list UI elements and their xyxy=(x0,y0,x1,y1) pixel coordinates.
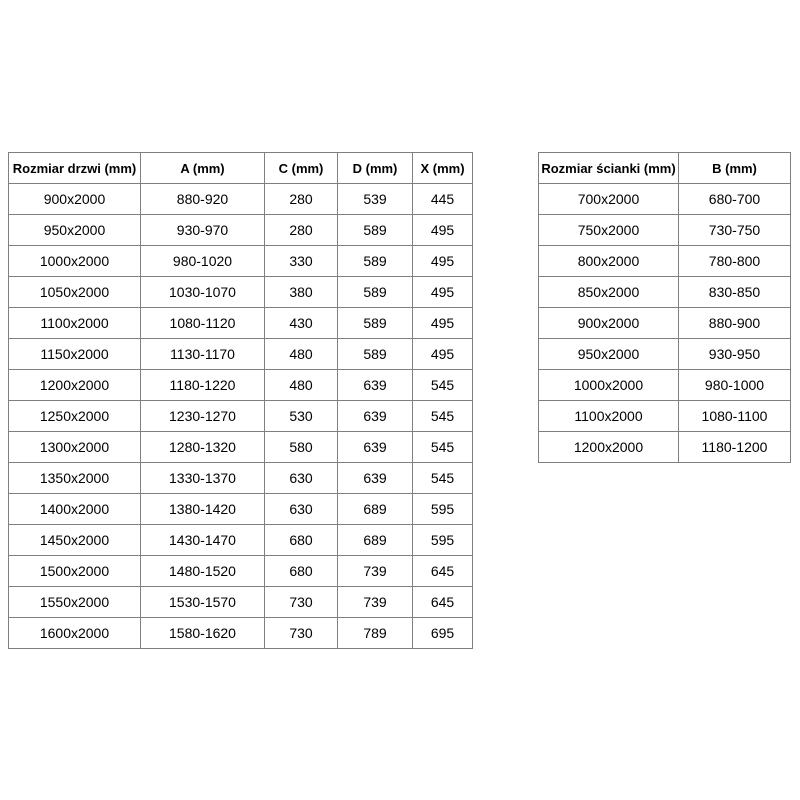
table-row xyxy=(9,339,473,370)
table-cell: 1330-1370 xyxy=(141,463,265,494)
door-size-table xyxy=(8,152,473,649)
table-row xyxy=(9,308,473,339)
table-cell: 950x2000 xyxy=(9,215,141,246)
table-cell: 950x2000 xyxy=(539,339,679,370)
table-cell: 1180-1220 xyxy=(141,370,265,401)
table-cell: 800x2000 xyxy=(539,246,679,277)
table-cell: 680 xyxy=(265,525,338,556)
table-cell: 1000x2000 xyxy=(539,370,679,401)
table-cell: 1400x2000 xyxy=(9,494,141,525)
table-cell: 1580-1620 xyxy=(141,618,265,649)
table-cell: 680-700 xyxy=(679,184,791,215)
table-cell: 380 xyxy=(265,277,338,308)
table-cell: 880-900 xyxy=(679,308,791,339)
table-cell: 589 xyxy=(338,277,413,308)
table-cell: 900x2000 xyxy=(539,308,679,339)
table-cell: 700x2000 xyxy=(539,184,679,215)
table-cell: 639 xyxy=(338,463,413,494)
table-cell: 480 xyxy=(265,370,338,401)
table-cell: 830-850 xyxy=(679,277,791,308)
table-cell: 589 xyxy=(338,308,413,339)
column-header: B (mm) xyxy=(679,153,791,184)
table-cell: 689 xyxy=(338,525,413,556)
table-row xyxy=(539,401,791,432)
table-row xyxy=(9,587,473,618)
table-cell: 930-970 xyxy=(141,215,265,246)
table-cell: 730 xyxy=(265,587,338,618)
table-cell: 789 xyxy=(338,618,413,649)
table-cell: 739 xyxy=(338,587,413,618)
table-cell: 1050x2000 xyxy=(9,277,141,308)
table-cell: 630 xyxy=(265,463,338,494)
table-cell: 1100x2000 xyxy=(9,308,141,339)
table-row xyxy=(9,525,473,556)
table-cell: 639 xyxy=(338,401,413,432)
table-cell: 495 xyxy=(413,277,473,308)
column-header: A (mm) xyxy=(141,153,265,184)
header-row xyxy=(539,153,791,184)
table-cell: 1080-1120 xyxy=(141,308,265,339)
table-cell: 1250x2000 xyxy=(9,401,141,432)
table-cell: 545 xyxy=(413,370,473,401)
table-row xyxy=(9,215,473,246)
table-cell: 695 xyxy=(413,618,473,649)
header-row xyxy=(9,153,473,184)
table-cell: 1480-1520 xyxy=(141,556,265,587)
table-row xyxy=(9,370,473,401)
table-cell: 280 xyxy=(265,184,338,215)
table-row xyxy=(539,308,791,339)
table-cell: 739 xyxy=(338,556,413,587)
table-row xyxy=(9,277,473,308)
table-cell: 880-920 xyxy=(141,184,265,215)
table-cell: 1380-1420 xyxy=(141,494,265,525)
table-cell: 589 xyxy=(338,215,413,246)
table-cell: 595 xyxy=(413,525,473,556)
table-cell: 545 xyxy=(413,463,473,494)
table-cell: 1130-1170 xyxy=(141,339,265,370)
table-cell: 1000x2000 xyxy=(9,246,141,277)
table-cell: 1230-1270 xyxy=(141,401,265,432)
table-row xyxy=(9,463,473,494)
table-cell: 930-950 xyxy=(679,339,791,370)
table-row xyxy=(9,618,473,649)
table-cell: 545 xyxy=(413,401,473,432)
table-cell: 1100x2000 xyxy=(539,401,679,432)
table-cell: 645 xyxy=(413,556,473,587)
table-cell: 1280-1320 xyxy=(141,432,265,463)
table-cell: 589 xyxy=(338,246,413,277)
table-cell: 430 xyxy=(265,308,338,339)
table-cell: 539 xyxy=(338,184,413,215)
column-header: X (mm) xyxy=(413,153,473,184)
table-cell: 689 xyxy=(338,494,413,525)
table-cell: 495 xyxy=(413,308,473,339)
table-row xyxy=(539,246,791,277)
table-cell: 480 xyxy=(265,339,338,370)
table-cell: 645 xyxy=(413,587,473,618)
table-row xyxy=(9,494,473,525)
table-cell: 730-750 xyxy=(679,215,791,246)
table-row xyxy=(539,339,791,370)
table-cell: 1350x2000 xyxy=(9,463,141,494)
table-cell: 589 xyxy=(338,339,413,370)
table-cell: 639 xyxy=(338,370,413,401)
column-header: Rozmiar ścianki (mm) xyxy=(539,153,679,184)
table-cell: 1550x2000 xyxy=(9,587,141,618)
table-cell: 545 xyxy=(413,432,473,463)
table-cell: 980-1000 xyxy=(679,370,791,401)
table-cell: 1450x2000 xyxy=(9,525,141,556)
table-row xyxy=(9,556,473,587)
table-row xyxy=(539,215,791,246)
column-header: C (mm) xyxy=(265,153,338,184)
table-row xyxy=(9,401,473,432)
table-cell: 1200x2000 xyxy=(539,432,679,463)
table-cell: 1500x2000 xyxy=(9,556,141,587)
table-row xyxy=(9,432,473,463)
table-cell: 639 xyxy=(338,432,413,463)
table-cell: 280 xyxy=(265,215,338,246)
table-row xyxy=(9,184,473,215)
table-row xyxy=(539,277,791,308)
table-cell: 1530-1570 xyxy=(141,587,265,618)
table-cell: 445 xyxy=(413,184,473,215)
table-cell: 495 xyxy=(413,339,473,370)
table-cell: 750x2000 xyxy=(539,215,679,246)
table-cell: 530 xyxy=(265,401,338,432)
table-cell: 1300x2000 xyxy=(9,432,141,463)
table-cell: 1200x2000 xyxy=(9,370,141,401)
table-cell: 980-1020 xyxy=(141,246,265,277)
table-cell: 1430-1470 xyxy=(141,525,265,556)
table-cell: 495 xyxy=(413,215,473,246)
table-cell: 1600x2000 xyxy=(9,618,141,649)
table-cell: 1180-1200 xyxy=(679,432,791,463)
table-cell: 630 xyxy=(265,494,338,525)
table-cell: 900x2000 xyxy=(9,184,141,215)
table-cell: 330 xyxy=(265,246,338,277)
table-cell: 580 xyxy=(265,432,338,463)
table-cell: 495 xyxy=(413,246,473,277)
column-header: Rozmiar drzwi (mm) xyxy=(9,153,141,184)
wall-size-table xyxy=(538,152,791,463)
table-cell: 1080-1100 xyxy=(679,401,791,432)
table-cell: 1030-1070 xyxy=(141,277,265,308)
table-cell: 1150x2000 xyxy=(9,339,141,370)
table-cell: 780-800 xyxy=(679,246,791,277)
table-cell: 680 xyxy=(265,556,338,587)
table-cell: 850x2000 xyxy=(539,277,679,308)
table-row xyxy=(9,246,473,277)
column-header: D (mm) xyxy=(338,153,413,184)
table-cell: 730 xyxy=(265,618,338,649)
table-cell: 595 xyxy=(413,494,473,525)
table-row xyxy=(539,432,791,463)
table-row xyxy=(539,370,791,401)
table-row xyxy=(539,184,791,215)
